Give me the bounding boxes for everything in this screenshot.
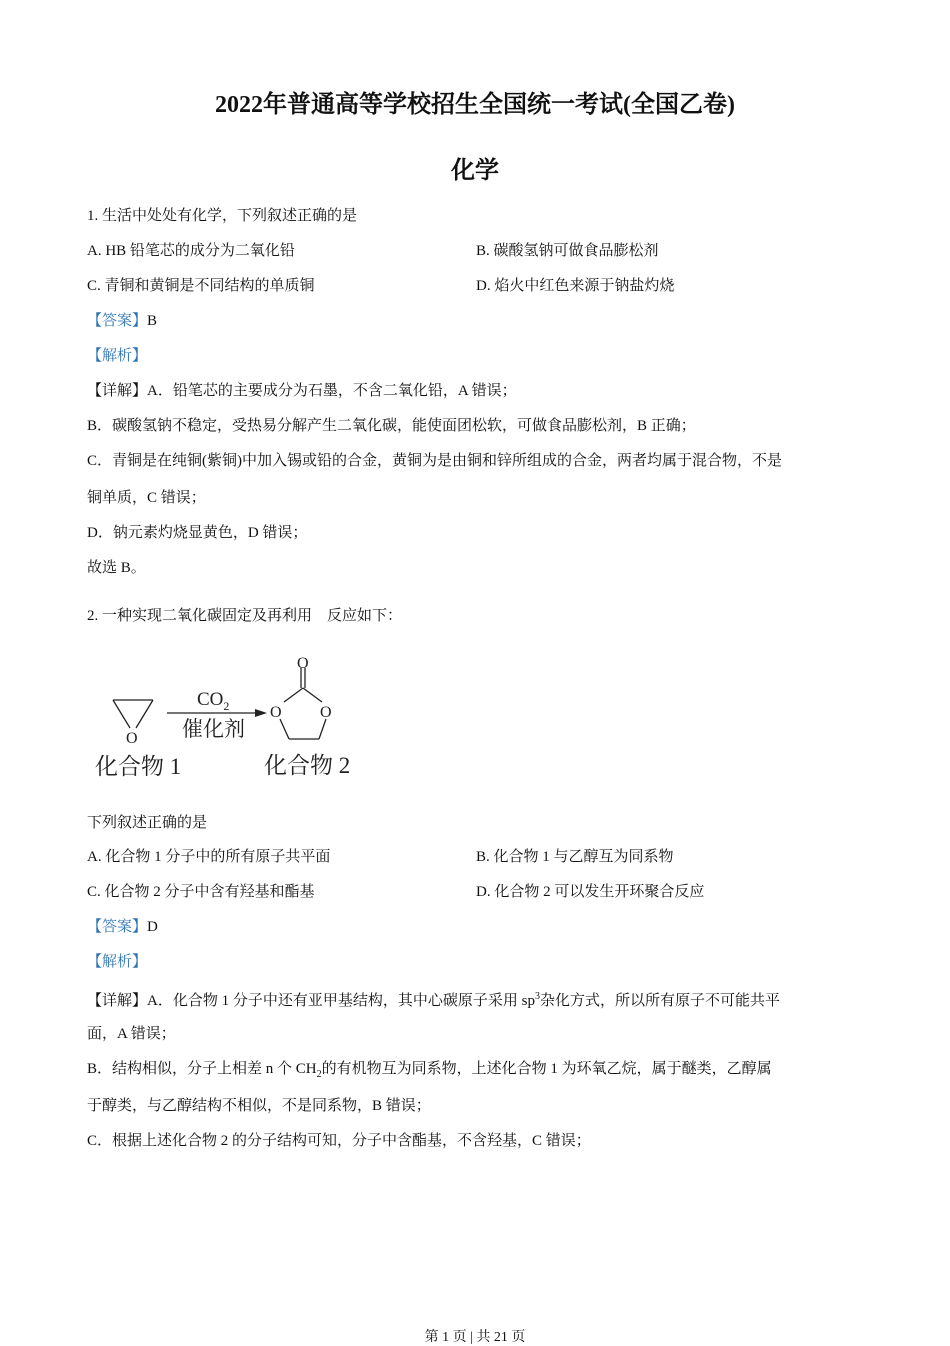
reaction-diagram bbox=[85, 645, 375, 785]
reagent-co2: $CO_2$ bbox=[197, 689, 230, 713]
ring-oxygen-right: O bbox=[320, 704, 332, 721]
q2-answer bbox=[87, 917, 158, 937]
detail-text: A．化合物 1 分子中还有亚甲基结构，其中心碳原子采用 sp bbox=[147, 993, 535, 1009]
q2-option-c: C. 化合物 2 分子中含有羟基和酯基 bbox=[87, 884, 315, 900]
q2-detail-a bbox=[87, 987, 780, 1011]
q1-analysis-label: 【解析】 bbox=[87, 348, 148, 364]
detail-label: 【详解】 bbox=[87, 993, 148, 1009]
q2-detail-a-cont: 面，A 错误； bbox=[87, 1026, 176, 1042]
q1-detail-d: D．钠元素灼烧显黄色，D 错误； bbox=[87, 525, 308, 541]
q2-option-a: A. 化合物 1 分子中的所有原子共平面 bbox=[87, 849, 331, 865]
superscript: 3 bbox=[534, 991, 540, 1002]
q2-option-b: B. 化合物 1 与乙醇互为同系物 bbox=[476, 849, 674, 865]
q1-detail-a bbox=[87, 381, 517, 401]
answer-label: 【答案】 bbox=[87, 919, 148, 935]
q2-stem: 2. 一种实现二氧化碳固定及再利用 反应如下： bbox=[87, 608, 403, 624]
detail-text: A．铅笔芯的主要成分为石墨，不含二氧化铅，A 错误； bbox=[147, 383, 517, 399]
ring-oxygen-left: O bbox=[270, 704, 282, 721]
q2-detail-b-cont: 于醇类，与乙醇结构不相似，不是同系物，B 错误； bbox=[87, 1098, 431, 1114]
detail-label: 【详解】 bbox=[87, 383, 148, 399]
compound1-label: 化合物 1 bbox=[95, 754, 182, 779]
q2-detail-b bbox=[87, 1059, 772, 1085]
compound1-oxygen: O bbox=[126, 730, 138, 747]
carbonyl-oxygen: O bbox=[297, 655, 309, 672]
q1-option-b: B. 碳酸氢钠可做食品膨松剂 bbox=[476, 243, 659, 259]
q1-option-a: A. HB 铅笔芯的成分为二氧化铅 bbox=[87, 243, 295, 259]
arrow-head bbox=[255, 709, 267, 717]
q1-option-c: C. 青铜和黄铜是不同结构的单质铜 bbox=[87, 278, 315, 294]
subscript: 2 bbox=[316, 1069, 322, 1080]
page-title: 2022年普通高等学校招生全国统一考试(全国乙卷) bbox=[215, 92, 735, 118]
detail-text: 杂化方式，所以所有原子不可能共平 bbox=[539, 993, 780, 1009]
q1-stem: 1. 生活中处处有化学，下列叙述正确的是 bbox=[87, 208, 358, 224]
answer-value: D bbox=[147, 919, 158, 935]
answer-label: 【答案】 bbox=[87, 313, 148, 329]
q1-detail-b: B．碳酸氢钠不稳定，受热易分解产生二氧化碳，能使面团松软，可做食品膨松剂，B 正确； bbox=[87, 418, 696, 434]
q2-analysis-label: 【解析】 bbox=[87, 954, 148, 970]
compound1-structure bbox=[113, 700, 153, 728]
q2-question: 下列叙述正确的是 bbox=[87, 815, 208, 831]
q2-option-d: D. 化合物 2 可以发生开环聚合反应 bbox=[476, 884, 705, 900]
catalyst-label: 催化剂 bbox=[182, 717, 245, 741]
detail-text: B．结构相似，分子上相差 n 个 CH bbox=[87, 1061, 317, 1077]
detail-text: 的有机物互为同系物，上述化合物 1 为环氧乙烷，属于醚类，乙醇属 bbox=[321, 1061, 772, 1077]
subject-title: 化学 bbox=[451, 158, 499, 184]
q1-conclusion: 故选 B。 bbox=[87, 560, 146, 576]
compound2-label: 化合物 2 bbox=[264, 753, 351, 778]
q1-option-d: D. 焰火中红色来源于钠盐灼烧 bbox=[476, 278, 675, 294]
q1-detail-c-cont: 铜单质，C 错误； bbox=[87, 490, 206, 506]
q1-answer bbox=[87, 311, 157, 331]
q2-detail-c: C．根据上述化合物 2 的分子结构可知，分子中含酯基，不含羟基，C 错误； bbox=[87, 1133, 591, 1149]
page-footer: 第 1 页 | 共 21 页 bbox=[424, 1330, 526, 1345]
answer-value: B bbox=[147, 313, 158, 329]
q1-detail-c: C．青铜是在纯铜(紫铜)中加入锡或铅的合金，黄铜为是由铜和锌所组成的合金，两者均属于混合物，不是 bbox=[87, 453, 782, 469]
